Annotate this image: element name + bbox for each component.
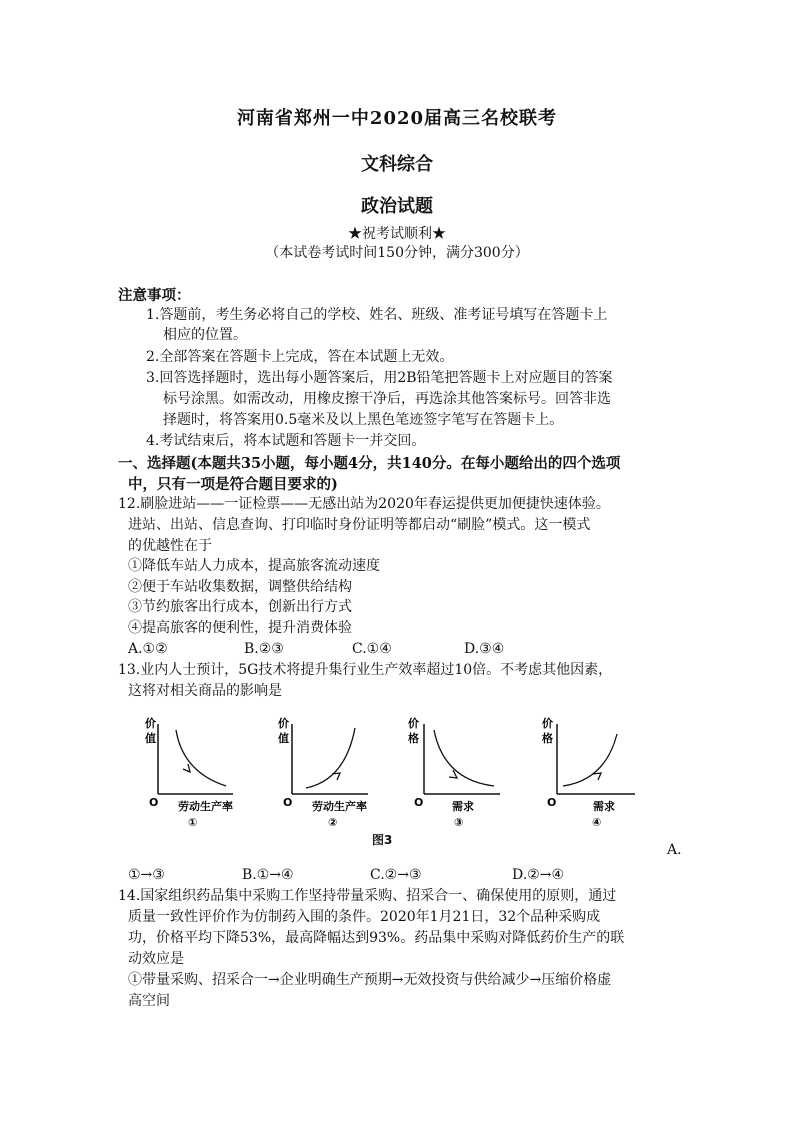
- curve: [306, 728, 355, 788]
- origin-label: O: [414, 796, 424, 809]
- origin-label: O: [149, 796, 159, 809]
- graph-1-ylabel-1: 价: [145, 717, 156, 730]
- question-12-stem: 12.刷脸进站——一证检票——无感出站为2020年春运提供更加便捷快速体验。: [118, 496, 610, 512]
- curve: [434, 730, 494, 786]
- arrow-icon: [183, 764, 190, 772]
- arrow-icon: [332, 773, 340, 780]
- notice-heading: 注意事项：: [118, 287, 191, 304]
- question-12-option: ①降低车站人力成本，提高旅客流动速度: [128, 558, 380, 574]
- origin-label: O: [283, 796, 293, 809]
- choice-d: D.③④: [464, 641, 505, 657]
- graph-4-xlabel: 需求: [593, 800, 615, 813]
- choice-a: ①→③: [128, 867, 165, 883]
- page-title: 河南省郑州一中2020届高三名校联考: [236, 108, 558, 129]
- notice-item: 标号涂黑。如需改动，用橡皮擦干净后，再选涂其他答案标号。回答非选: [163, 391, 611, 407]
- question-14-option: ①带量采购、招采合一→企业明确生产预期→无效投资与供给减少→压缩价格虚: [128, 972, 612, 988]
- graph-1-number: ①: [188, 816, 198, 829]
- graph-1-xlabel: 劳动生产率: [178, 800, 233, 813]
- question-12-stem: 进站、出站、信息查询、打印临时身份证明等都启动“刷脸”模式。这一模式: [128, 517, 591, 533]
- question-14-stem: 14.国家组织药品集中采购工作坚持带量采购、招采合一、确保使用的原则，通过: [118, 888, 617, 904]
- graph-4: [535, 712, 645, 832]
- choice-b: B.②③: [244, 641, 284, 657]
- subject-title: 文科综合: [361, 154, 433, 175]
- notice-item: 择题时，将答案用0.5毫米及以上黑色笔迹签字笔写在答题卡上。: [163, 412, 564, 428]
- graph-3-ylabel-2: 格: [408, 732, 419, 745]
- figure-caption: 图3: [372, 833, 393, 847]
- choice-d: D.②→④: [512, 867, 565, 883]
- choice-c: C.②→③: [370, 867, 422, 883]
- choice-c: C.①④: [352, 641, 392, 657]
- question-14-option: 高空间: [128, 993, 170, 1009]
- question-14-stem: 动效应是: [128, 951, 184, 967]
- notice-item: 3.回答选择题时，选出每小题答案后，用2B铅笔把答题卡上对应题目的答案: [146, 370, 613, 386]
- origin-label: O: [547, 796, 557, 809]
- notice-item: 相应的位置。: [163, 327, 247, 343]
- wish-line: ★祝考试顺利★: [348, 226, 446, 242]
- notice-item: 1.答题前，考生务必将自己的学校、姓名、班级、准考证号填写在答题卡上: [146, 307, 608, 323]
- question-14-stem: 功，价格平均下降53%，最高降幅达到93%。药品集中采购对降低药价生产的联: [128, 930, 625, 946]
- graph-2-ylabel-1: 价: [278, 717, 289, 730]
- graph-3: [400, 712, 510, 832]
- question-13-stem: 这将对相关商品的影响是: [128, 683, 282, 699]
- arrow-icon: [593, 773, 601, 780]
- choice-a-label: A.: [667, 842, 682, 858]
- exam-note: （本试卷考试时间150分钟，满分300分）: [265, 245, 529, 261]
- curve: [563, 734, 617, 786]
- notice-item: 2.全部答案在答题卡上完成，答在本试题上无效。: [146, 349, 454, 365]
- graph-2-xlabel: 劳动生产率: [312, 800, 367, 813]
- graph-4-ylabel-2: 格: [542, 732, 553, 745]
- graph-2-number: ②: [328, 816, 338, 829]
- choice-b: B.①→④: [242, 867, 294, 883]
- graph-1-ylabel-2: 值: [145, 732, 156, 745]
- question-12-option: ③节约旅客出行成本，创新出行方式: [128, 599, 352, 615]
- graph-3-number: ③: [454, 816, 464, 829]
- graph-4-ylabel-1: 价: [542, 717, 553, 730]
- paper-title: 政治试题: [361, 196, 433, 217]
- section-heading: 中，只有一项是符合题目要求的): [128, 476, 338, 493]
- graph-1: [138, 712, 248, 832]
- graph-2-ylabel-2: 值: [278, 732, 289, 745]
- graph-2: [270, 712, 380, 832]
- section-heading: 一、选择题(本题共35小题，每小题4分，共140分。在每小题给出的四个选项: [118, 455, 621, 472]
- graph-3-ylabel-1: 价: [408, 717, 419, 730]
- curve: [176, 730, 226, 786]
- graph-3-xlabel: 需求: [452, 800, 474, 813]
- graph-4-number: ④: [592, 816, 602, 829]
- question-12-stem: 的优越性在于: [128, 538, 212, 554]
- question-12-option: ④提高旅客的便利性，提升消费体验: [128, 620, 352, 636]
- question-13-stem: 13.业内人士预计，5G技术将提升集行业生产效率超过10倍。不考虑其他因素，: [118, 662, 613, 678]
- choice-a: A.①②: [128, 641, 168, 657]
- question-12-option: ②便于车站收集数据，调整供给结构: [128, 579, 352, 595]
- notice-item: 4.考试结束后，将本试题和答题卡一并交回。: [146, 433, 426, 449]
- question-14-stem: 质量一致性评价作为仿制药入围的条件。2020年1月21日，32个品种采购成: [128, 909, 601, 925]
